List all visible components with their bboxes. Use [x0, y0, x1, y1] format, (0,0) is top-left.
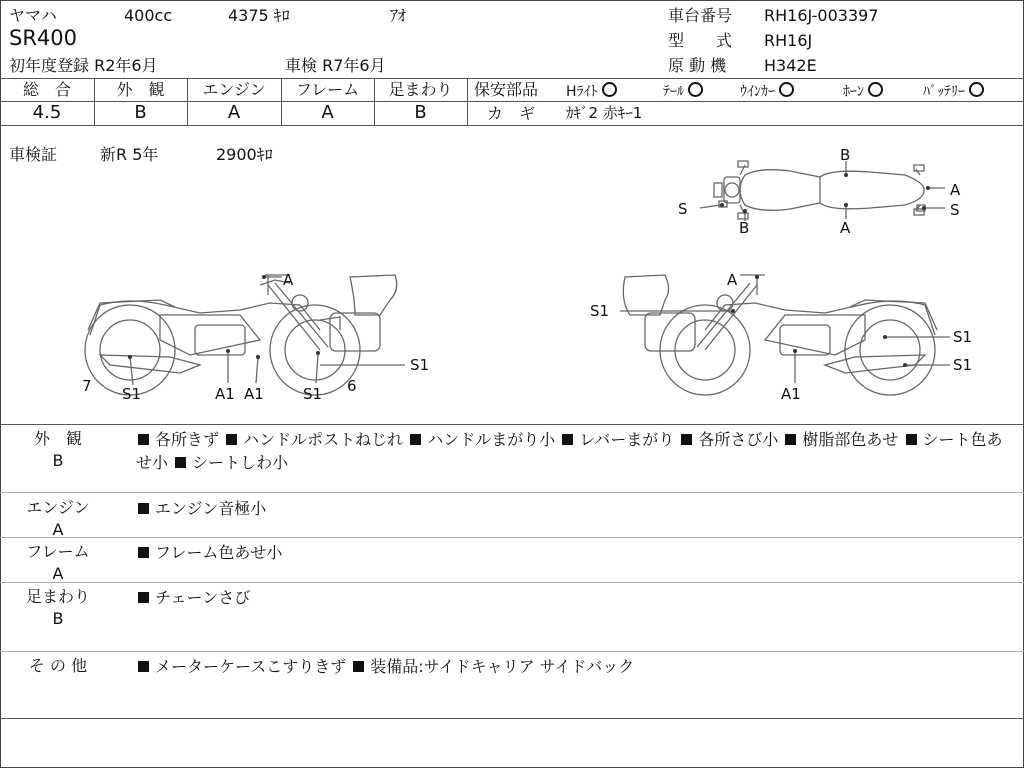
model-type: RH16J [764, 31, 813, 50]
divider [467, 78, 468, 125]
mark-label: A1 [244, 385, 264, 403]
section-title: 外 観 [33, 429, 82, 448]
maker: ヤマハ [9, 6, 57, 25]
ok-circle-icon [688, 82, 703, 97]
mark-label: S1 [303, 385, 323, 403]
bullet-square-icon [138, 434, 149, 445]
bullet-square-icon [138, 503, 149, 514]
ok-circle-icon [779, 82, 794, 97]
bullet-square-icon [785, 434, 796, 445]
section-grade: B [52, 609, 64, 629]
frame-no: RH16J-003397 [764, 6, 879, 25]
score-header-suspension: 足まわり [388, 80, 453, 99]
bullet-square-icon [353, 661, 364, 672]
section-title: フレーム [26, 542, 90, 561]
section-engine-text [136, 497, 1016, 520]
bullet-square-icon [226, 434, 237, 445]
cert-label: 車検証 [9, 145, 58, 164]
safety-item-label: Hﾗｲﾄ [566, 84, 598, 100]
divider [0, 492, 1024, 493]
damage-diagram [0, 125, 1024, 425]
color: ｱｵ [390, 6, 407, 25]
score-header-overall: 総 合 [22, 80, 71, 99]
safety-item-headlight [566, 82, 617, 99]
score-exterior: B [134, 102, 147, 123]
divider [0, 537, 1024, 538]
section-suspension-label [18, 586, 98, 631]
safety-item-label: ﾃｰﾙ [663, 84, 684, 100]
bullet-square-icon [138, 661, 149, 672]
ok-circle-icon [868, 82, 883, 97]
bullet-square-icon [175, 457, 186, 468]
safety-item-horn [843, 82, 883, 99]
cert-value: 新R 5年 [100, 145, 159, 164]
section-title: そ の 他 [28, 656, 88, 675]
score-suspension: B [414, 102, 427, 123]
divider [0, 582, 1024, 583]
section-grade: A [52, 520, 64, 540]
divider [0, 424, 1024, 425]
bullet-square-icon [906, 434, 917, 445]
section-engine-label [18, 497, 98, 542]
mark-label: A1 [781, 385, 801, 403]
section-frame-label [18, 541, 98, 586]
mileage: 4375 ｷﾛ [228, 6, 290, 25]
safety-item-label: ｳｲﾝｶｰ [740, 84, 775, 100]
section-detail: フレーム色あせ小 [155, 543, 283, 562]
section-other-label [18, 655, 98, 677]
mark-label: A [950, 181, 961, 199]
score-overall: 4.5 [32, 102, 62, 123]
mark-label: S [678, 200, 688, 218]
section-detail: チェーンさび [155, 588, 251, 607]
cert-mileage: 2900ｷﾛ [216, 145, 273, 164]
mark-label: B [739, 219, 750, 237]
mark-label: S [950, 201, 960, 219]
bike-left-side-drawing [85, 275, 405, 395]
safety-title: 保安部品 [474, 80, 539, 99]
mark-label: A1 [215, 385, 235, 403]
engine-label: 原 動 機 [668, 56, 727, 75]
safety-item-winker [740, 82, 794, 99]
bullet-square-icon [138, 592, 149, 603]
section-detail: エンジン音極小 [155, 499, 267, 518]
score-header-engine: エンジン [202, 80, 266, 99]
mark-label: S1 [590, 302, 610, 320]
safety-item-taillight [663, 82, 703, 99]
mark-label: A [840, 219, 851, 237]
displacement: 400cc [124, 6, 173, 25]
safety-item-battery [923, 82, 984, 99]
bullet-square-icon [410, 434, 421, 445]
score-frame: A [321, 102, 334, 123]
score-engine: A [227, 102, 241, 123]
key-value: ｶｷﾞ2 赤ｷｰ1 [566, 104, 643, 122]
section-suspension-text [136, 586, 1016, 609]
section-detail: 各所きず ハンドルポストねじれ ハンドルまがり小 レバーまがり 各所さび小 樹脂部色あせ シート色あせ小 シートしわ小 [136, 430, 1003, 473]
model-type-label: 型 式 [668, 31, 733, 50]
bullet-square-icon [562, 434, 573, 445]
engine-no: H342E [764, 56, 817, 75]
section-detail: メーターケースこすりきず 装備品:サイドキャリア サイドバック [155, 657, 635, 676]
mark-label: A [727, 271, 738, 289]
mark-label: 7 [82, 377, 92, 395]
bullet-square-icon [681, 434, 692, 445]
bullet-square-icon [138, 547, 149, 558]
divider [0, 78, 1024, 79]
section-exterior-text [136, 428, 1016, 474]
safety-item-label: ﾎｰﾝ [843, 84, 864, 100]
model-name: SR400 [9, 26, 78, 50]
mark-label: S1 [953, 328, 973, 346]
mark-label: S1 [122, 385, 142, 403]
divider [0, 718, 1024, 719]
section-title: 足まわり [25, 587, 90, 606]
section-exterior-label [18, 428, 98, 473]
frame-no-label: 車台番号 [668, 6, 733, 25]
section-grade: B [52, 451, 64, 471]
first-registration: 初年度登録 R2年6月 [9, 56, 158, 75]
mark-label: 6 [347, 377, 357, 395]
mark-label: A [283, 271, 294, 289]
mark-label: S1 [953, 356, 973, 374]
key-label: カ ギ [487, 104, 536, 123]
score-header-exterior: 外 観 [116, 80, 165, 99]
safety-item-label: ﾊﾞｯﾃﾘｰ [923, 84, 965, 100]
ok-circle-icon [602, 82, 617, 97]
mark-label: S1 [410, 356, 430, 374]
inspection-date: 車検 R7年6月 [285, 56, 386, 75]
section-frame-text [136, 541, 1016, 564]
ok-circle-icon [969, 82, 984, 97]
bike-right-side-drawing [620, 275, 950, 395]
bike-top-view-drawing [700, 161, 945, 221]
section-title: エンジン [26, 498, 90, 517]
divider [0, 651, 1024, 652]
section-other-text [136, 655, 1016, 678]
score-header-frame: フレーム [295, 80, 360, 99]
divider [467, 101, 1024, 102]
section-grade: A [52, 564, 64, 584]
mark-label: B [840, 146, 851, 164]
